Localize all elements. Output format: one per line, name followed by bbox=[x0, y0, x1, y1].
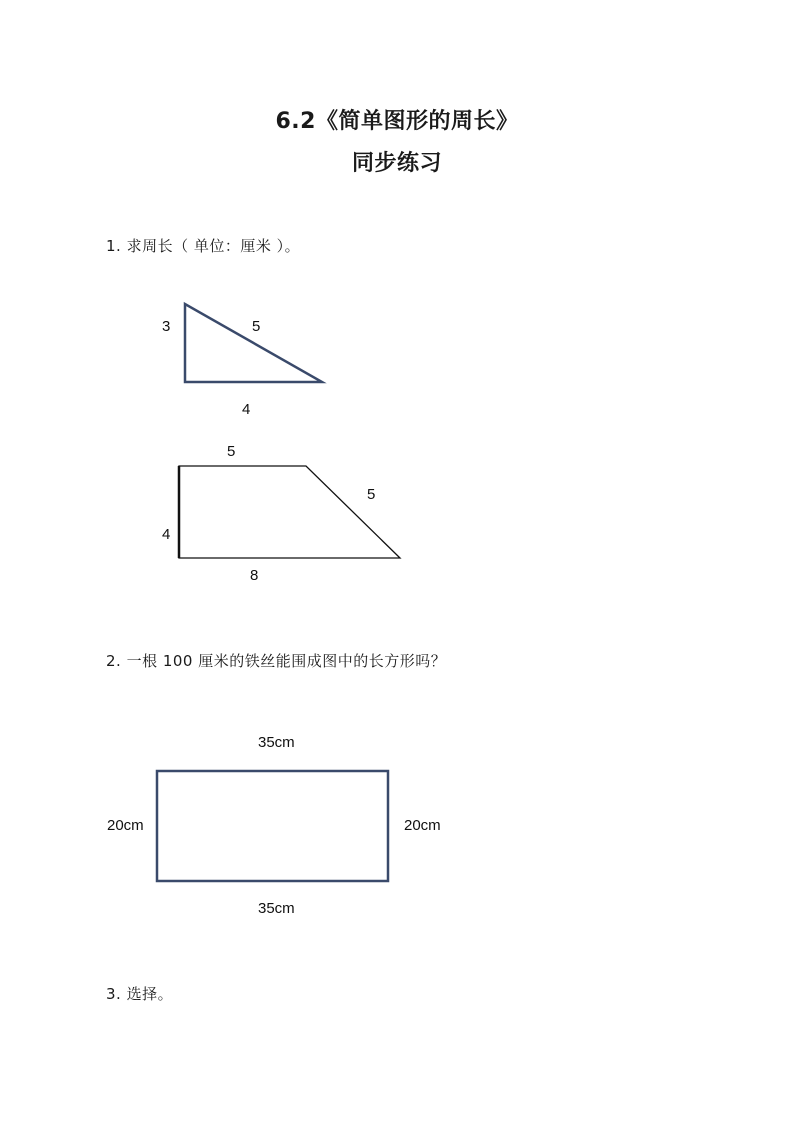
rectangle-label-left: 20cm bbox=[107, 817, 144, 834]
question-1-text: 1. 求周长（ 单位：厘米 ）。 bbox=[106, 237, 301, 255]
triangle-shape bbox=[185, 304, 322, 382]
question-2-text: 2. 一根 100 厘米的铁丝能围成图中的长方形吗？ bbox=[106, 652, 447, 670]
triangle-label-base: 4 bbox=[242, 401, 251, 418]
document-title: 6.2《简单图形的周长》 bbox=[275, 109, 519, 134]
trapezoid-label-top: 5 bbox=[227, 443, 236, 460]
trapezoid-shape bbox=[179, 466, 400, 558]
rectangle-label-bottom: 35cm bbox=[258, 900, 295, 917]
triangle-label-hypotenuse: 5 bbox=[252, 318, 261, 335]
rectangle-shape bbox=[157, 771, 388, 881]
trapezoid-label-left: 4 bbox=[162, 526, 171, 543]
triangle-label-height: 3 bbox=[162, 318, 171, 335]
rectangle-label-top: 35cm bbox=[258, 734, 295, 751]
trapezoid-label-bottom: 8 bbox=[250, 567, 259, 584]
document-subtitle: 同步练习 bbox=[351, 151, 442, 176]
rectangle-label-right: 20cm bbox=[404, 817, 441, 834]
question-3-text: 3. 选择。 bbox=[106, 985, 174, 1003]
trapezoid-label-slant: 5 bbox=[367, 486, 376, 503]
